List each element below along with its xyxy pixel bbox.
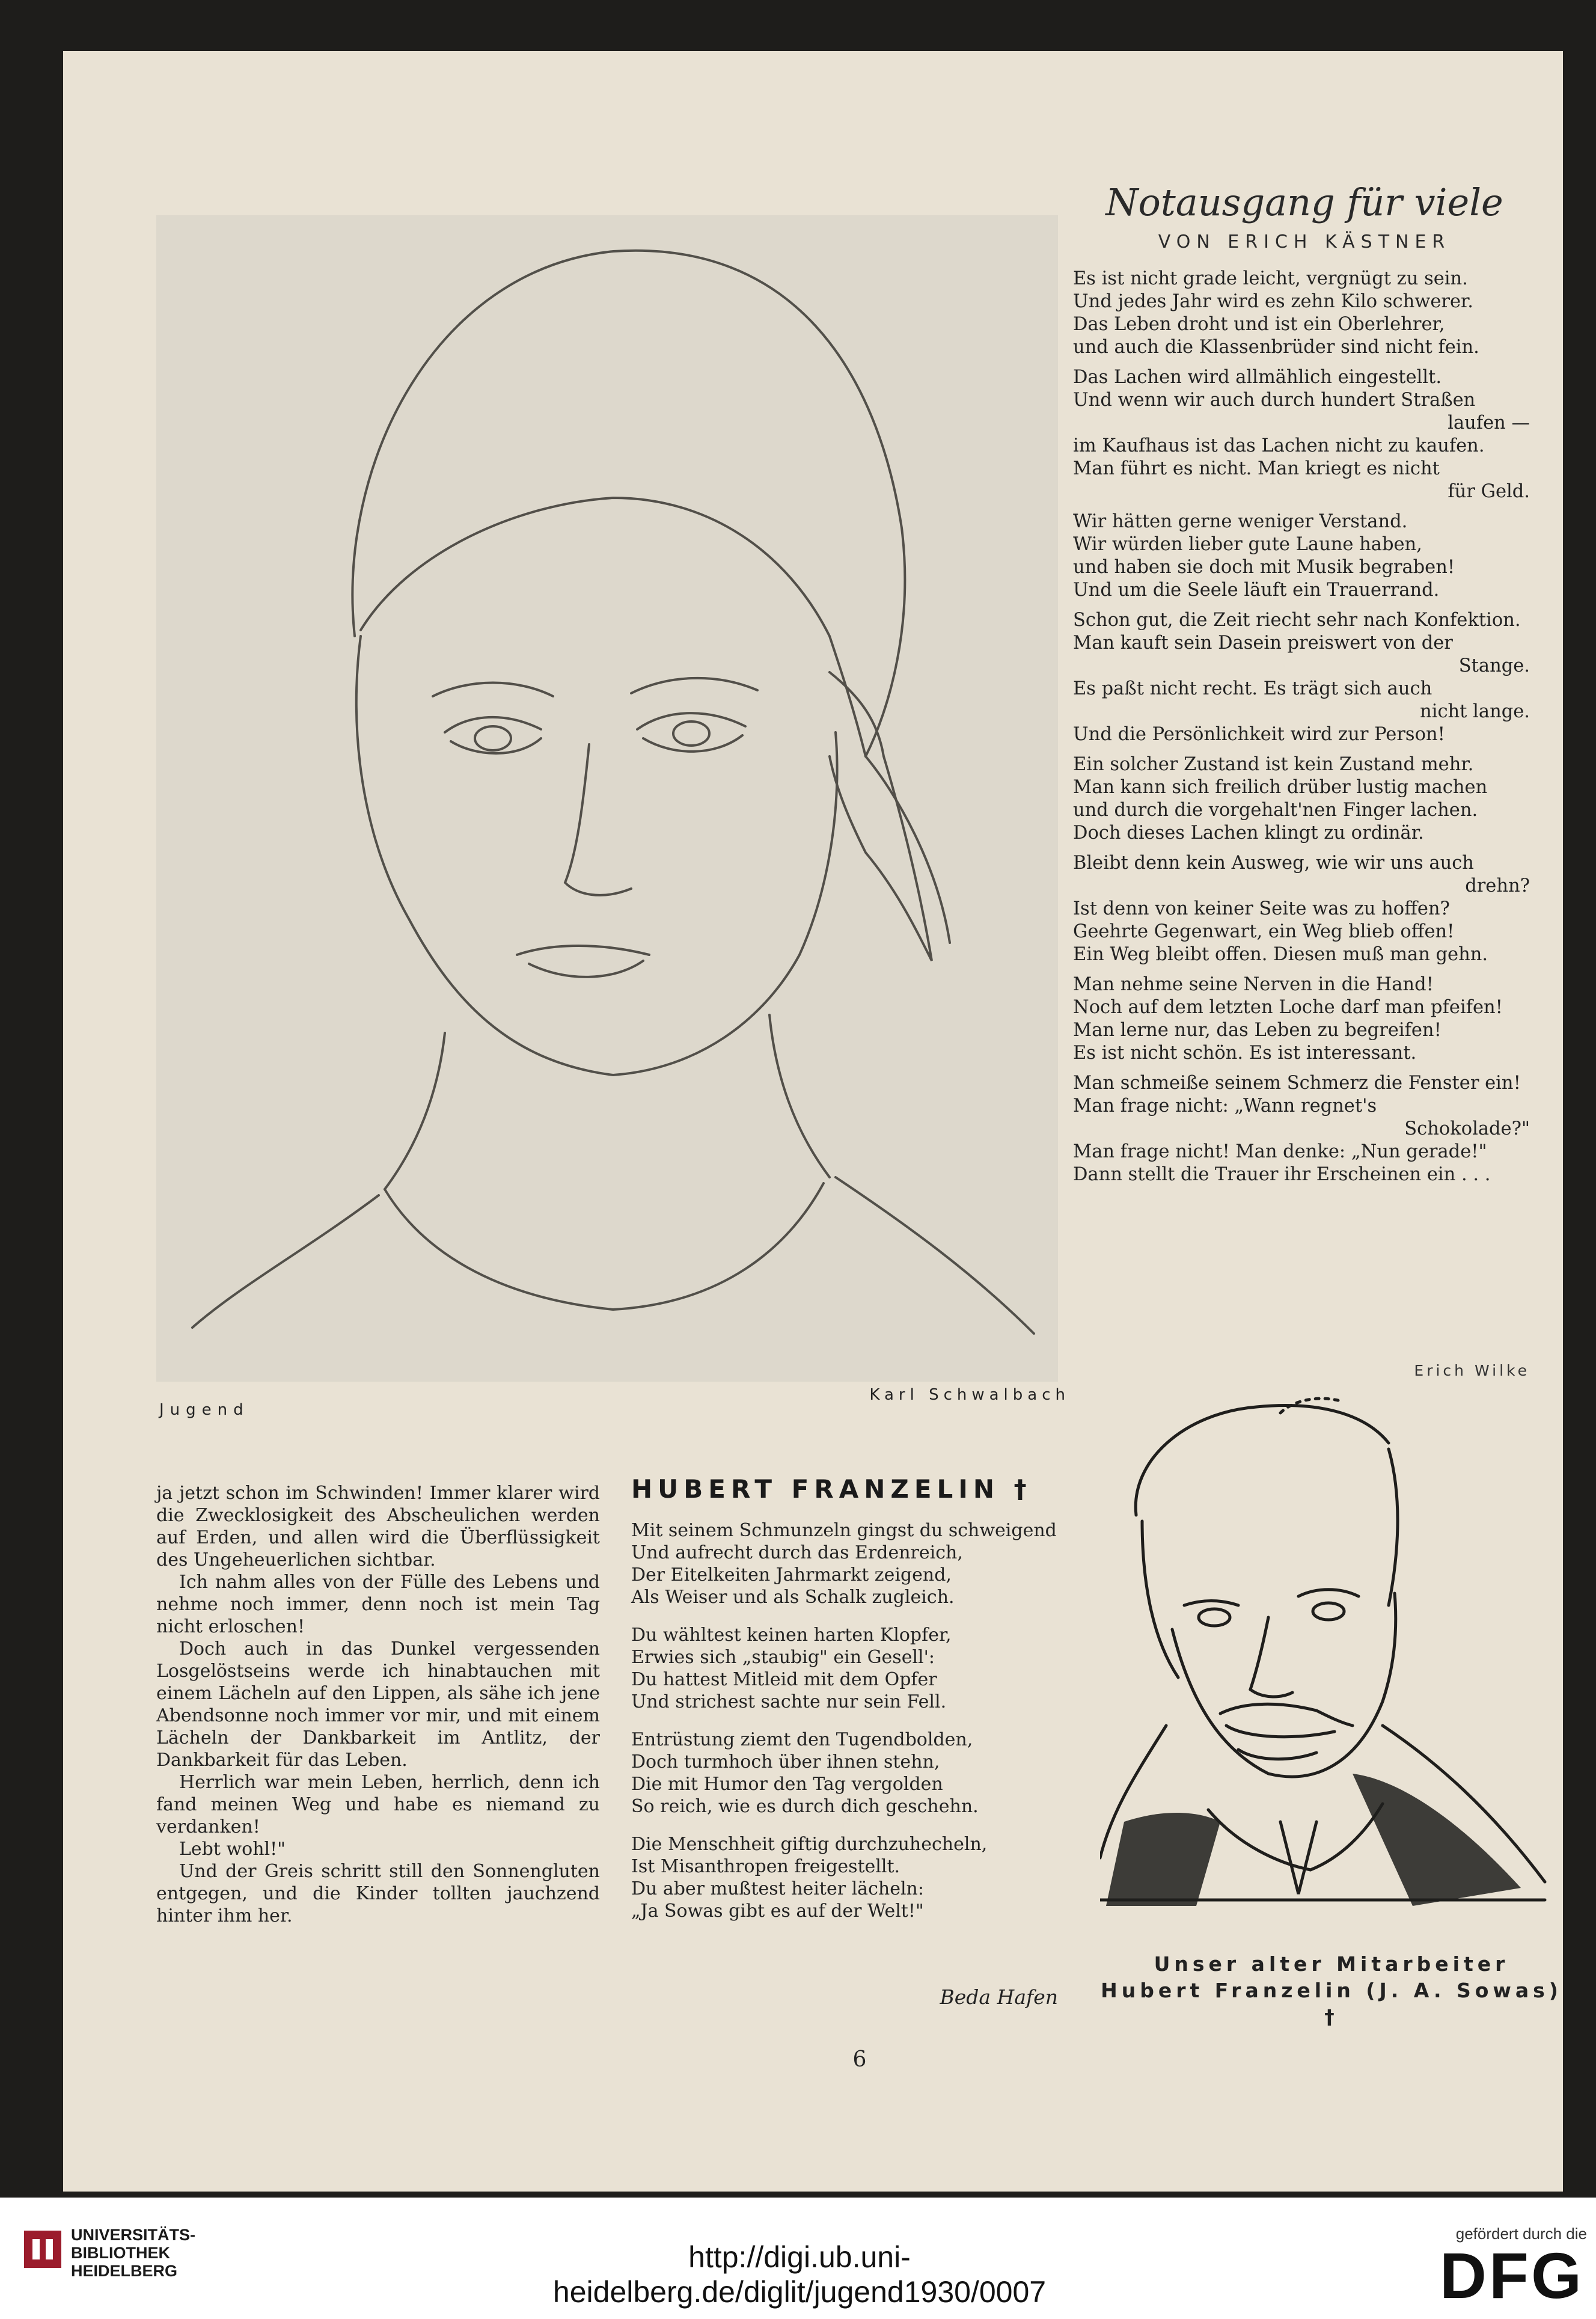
franzelin-line: Und strichest sachte nur sein Fell. — [631, 1691, 947, 1712]
franzelin-portrait-caption — [1100, 1951, 1563, 2030]
poem-line: Man frage nicht! Man denke: „Nun gerade!" — [1073, 1141, 1487, 1162]
caption-line-1: Unser alter Mitarbeiter — [1154, 1952, 1509, 1976]
poem-line: Doch dieses Lachen klingt zu ordinär. — [1073, 823, 1424, 844]
poem-line: Geehrte Gegenwart, ein Weg blieb offen! — [1073, 921, 1455, 942]
poem-line: Man kauft sein Dasein preiswert von der — [1073, 633, 1453, 654]
poem-line: Man schmeiße seinem Schmerz die Fenster ein! — [1073, 1073, 1521, 1094]
caption-line-2: Hubert Franzelin (J. A. Sowas) † — [1101, 1979, 1562, 2029]
prose-paragraph: ja jetzt schon im Schwinden! Immer klarer wird die Zwecklosigkeit des Abscheulichen werden auf Erden, und allen wird die Überflüssigkeit des Ungeheuerlichen sichtbar. — [156, 1483, 600, 1570]
franzelin-line: Du aber mußtest heiter lächeln: — [631, 1878, 924, 1899]
dfg-logo: DFG — [1440, 2239, 1584, 2312]
franzelin-line: Die Menschheit giftig durchzuhecheln, — [631, 1834, 988, 1855]
poem-line: Ist denn von keiner Seite was zu hoffen? — [1073, 898, 1450, 919]
drawing-artist-caption: Karl Schwalbach — [869, 1386, 1070, 1404]
poem-line: Man kann sich freilich drüber lustig machen — [1073, 777, 1488, 798]
franzelin-line: Die mit Humor den Tag vergolden — [631, 1774, 943, 1795]
library-line-3: HEIDELBERG — [71, 2262, 178, 2280]
franzelin-portrait-drawing — [1100, 1389, 1563, 1948]
poem-title: Notausgang für viele — [1105, 180, 1503, 224]
poem-stanza — [1073, 366, 1530, 503]
university-library-logo-icon — [24, 2231, 61, 2268]
university-library-name — [71, 2226, 195, 2280]
franzelin-stanza — [631, 1833, 1076, 1922]
poem-line: Das Leben droht und ist ein Oberlehrer, — [1073, 314, 1445, 335]
franzelin-line: Als Weiser und als Schalk zugleich. — [631, 1587, 955, 1608]
poem-stanza — [1073, 268, 1530, 359]
poem-line: Wir hätten gerne weniger Verstand. — [1073, 511, 1408, 532]
illustrator-credit: Erich Wilke — [1414, 1362, 1530, 1379]
poem-signature: Beda Hafen — [940, 1985, 1058, 2009]
prose-paragraph: Ich nahm alles von der Fülle des Lebens und nehme noch immer, denn noch ist mein Tag nicht erloschen! — [156, 1572, 600, 1637]
poem-line: Das Lachen wird allmählich eingestellt. — [1073, 367, 1442, 388]
poem-line: Bleibt denn kein Ausweg, wie wir uns auch — [1073, 853, 1474, 874]
poem-line: Es paßt nicht recht. Es trägt sich auch — [1073, 678, 1432, 699]
poem-stanza — [1073, 753, 1530, 845]
franzelin-line: Entrüstung ziemt den Tugendbolden, — [631, 1729, 973, 1750]
library-line-1: UNIVERSITÄTS- — [71, 2226, 196, 2244]
poem-stanza — [1073, 1072, 1530, 1186]
poem-line: Und jedes Jahr wird es zehn Kilo schwerer. — [1073, 291, 1473, 312]
poem-stanza — [1073, 609, 1530, 746]
poem-line: Man frage nicht: „Wann regnet's — [1073, 1095, 1377, 1117]
poem-line: Dann stellt die Trauer ihr Erscheinen ein . . . — [1073, 1164, 1491, 1185]
poem-line: laufen — — [1448, 412, 1530, 433]
man-portrait-sketch — [1100, 1389, 1563, 1948]
page-number: 6 — [852, 2047, 867, 2072]
poem-line: Ein solcher Zustand ist kein Zustand mehr. — [1073, 754, 1474, 775]
funding-label: gefördert durch die — [1455, 2225, 1587, 2243]
poem-line: Wir würden lieber gute Laune haben, — [1073, 534, 1422, 555]
poem-line: Man nehme seine Nerven in die Hand! — [1073, 974, 1434, 995]
drawing-title-caption: Jugend — [159, 1401, 249, 1419]
portrait-drawing-jugend — [156, 215, 1058, 1382]
woman-portrait-sketch — [156, 215, 1058, 1382]
poem-line: Schokolade?" — [1404, 1118, 1530, 1139]
poem-line: Es ist nicht schön. Es ist interessant. — [1073, 1043, 1417, 1064]
poem-line: Schon gut, die Zeit riecht sehr nach Konfektion. — [1073, 610, 1521, 631]
franzelin-stanza — [631, 1729, 1076, 1818]
poem-line: und auch die Klassenbrüder sind nicht fein. — [1073, 337, 1479, 358]
franzelin-line: Du hattest Mitleid mit dem Opfer — [631, 1669, 937, 1690]
poem-line: im Kaufhaus ist das Lachen nicht zu kaufen. — [1073, 435, 1485, 456]
poem-line: Und die Persönlichkeit wird zur Person! — [1073, 724, 1445, 745]
franzelin-line: Mit seinem Schmunzeln gingst du schweigend — [631, 1520, 1057, 1541]
prose-paragraph: Doch auch in das Dunkel vergessenden Losgelöstseins werde ich hinabtauchen mit einem Lächeln auf den Lippen, als sähe ich jene Abendsonne noch immer vor mir, und mit einem Lächeln der Dankbarkeit im Antlitz, der Dankbarkeit für das Leben. — [156, 1638, 600, 1771]
franzelin-line: Doch turmhoch über ihnen stehn, — [631, 1751, 940, 1772]
poem-author: VON ERICH KÄSTNER — [1158, 231, 1451, 253]
poem-line: nicht lange. — [1420, 701, 1530, 722]
poem-stanza — [1073, 852, 1530, 966]
franzelin-line: Erwies sich „staubig" ein Gesell': — [631, 1647, 935, 1668]
poem-line: drehn? — [1465, 875, 1530, 896]
poem-line: Noch auf dem letzten Loche darf man pfeifen! — [1073, 997, 1503, 1018]
franzelin-line: Und aufrecht durch das Erdenreich, — [631, 1542, 963, 1563]
poem-body — [1073, 268, 1530, 1193]
poem-line: Es ist nicht grade leicht, vergnügt zu sein. — [1073, 268, 1468, 289]
poem-line: und haben sie doch mit Musik begraben! — [1073, 557, 1455, 578]
franzelin-line: Du wähltest keinen harten Klopfer, — [631, 1625, 952, 1646]
franzelin-line: So reich, wie es durch dich geschehn. — [631, 1796, 979, 1817]
franzelin-line: Ist Misanthropen freigestellt. — [631, 1856, 900, 1877]
franzelin-stanza — [631, 1624, 1076, 1713]
poem-line: für Geld. — [1448, 481, 1530, 502]
library-line-2: BIBLIOTHEK — [71, 2244, 170, 2262]
poem-stanza — [1073, 973, 1530, 1065]
poem-line: Man führt es nicht. Man kriegt es nicht — [1073, 458, 1440, 479]
poem-line: Und um die Seele läuft ein Trauerrand. — [1073, 580, 1440, 601]
prose-paragraph: Herrlich war mein Leben, herrlich, denn ich fand meinen Weg und habe es niemand zu verdanken! — [156, 1772, 600, 1837]
poem-line: Und wenn wir auch durch hundert Straßen — [1073, 390, 1476, 411]
poem-line: Man lerne nur, das Leben zu begreifen! — [1073, 1020, 1442, 1041]
prose-paragraph: Lebt wohl!" — [179, 1839, 286, 1860]
permalink-url[interactable]: http://digi.ub.uni-heidelberg.de/diglit/jugend1930/0007 — [552, 2240, 1047, 2309]
poem-line: Ein Weg bleibt offen. Diesen muß man gehn. — [1073, 944, 1488, 965]
poem-line: Stange. — [1458, 655, 1530, 676]
franzelin-line: „Ja Sowas gibt es auf der Welt!" — [631, 1901, 924, 1922]
franzelin-stanza — [631, 1519, 1076, 1608]
prose-column — [156, 1482, 600, 1927]
franzelin-heading: HUBERT FRANZELIN † — [631, 1474, 1032, 1504]
poem-stanza — [1073, 510, 1530, 602]
poem-line: und durch die vorgehalt'nen Finger lachen. — [1073, 800, 1478, 821]
franzelin-line: Der Eitelkeiten Jahrmarkt zeigend, — [631, 1564, 952, 1585]
franzelin-poem-body — [631, 1519, 1076, 1938]
prose-paragraph: Und der Greis schritt still den Sonnengluten entgegen, und die Kinder tollten jauchzend hinter ihm her. — [156, 1861, 600, 1926]
